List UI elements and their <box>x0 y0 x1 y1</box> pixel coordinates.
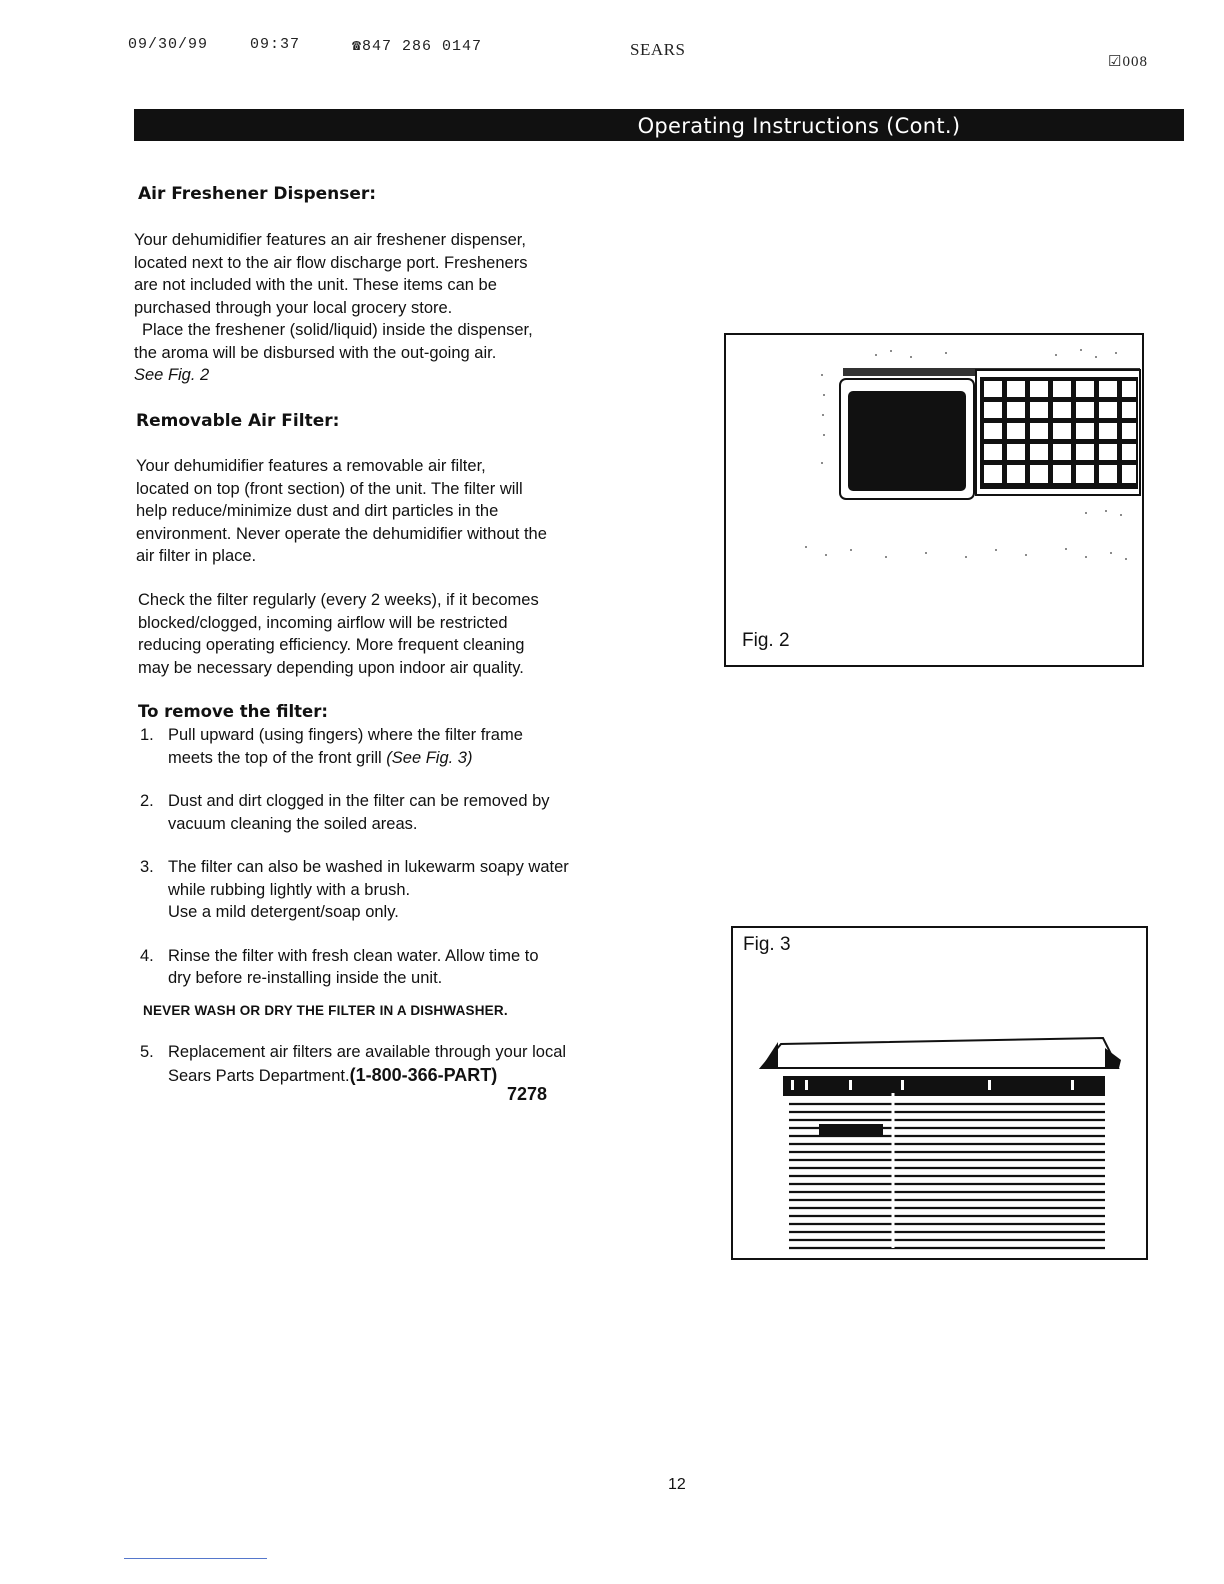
text-line: Your dehumidifier features an air freshener dispenser, <box>134 231 526 249</box>
text-line: dry before re-installing inside the unit. <box>168 969 443 987</box>
text-line: purchased through your local grocery store. <box>134 298 453 317</box>
text-line: Your dehumidifier features a removable air filter, <box>136 457 486 475</box>
fig-3-illustration <box>733 928 1146 1258</box>
text-line: The filter can also be washed in lukewarm soapy water <box>168 858 569 876</box>
parts-phone-number: (1-800-366-PART) <box>349 1064 498 1085</box>
text-line: reducing operating efficiency. More frequent cleaning <box>138 636 525 654</box>
fax-date: 09/30/99 <box>128 36 209 53</box>
figure-2 <box>724 333 1144 667</box>
fax-company: SEARS <box>630 40 686 59</box>
text-fragment: meets the top of the front grill <box>168 748 387 767</box>
dishwasher-warning: NEVER WASH OR DRY THE FILTER IN A DISHWASHER. <box>143 1003 508 1018</box>
text-fragment: Sears Parts Department. <box>168 1066 350 1085</box>
text-line: while rubbing lightly with a brush. <box>168 880 411 899</box>
parts-extension: 7278 <box>507 1084 548 1104</box>
text-line: Replacement air filters are available through your local <box>168 1043 567 1061</box>
list-item <box>138 1041 658 1087</box>
text-line: vacuum cleaning the soiled areas. <box>168 814 418 833</box>
text-line: may be necessary depending upon indoor air quality. <box>138 658 524 677</box>
figure-3 <box>731 926 1148 1260</box>
remove-filter-heading: To remove the filter: <box>138 702 328 721</box>
list-item <box>138 724 658 769</box>
text-line: air filter in place. <box>136 547 257 565</box>
text-line <box>168 1064 658 1088</box>
page-number: 12 <box>668 1476 686 1493</box>
text-line: located on top (front section) of the unit. The filter will <box>136 479 523 498</box>
list-item <box>138 945 658 990</box>
replacement-step <box>138 1041 658 1108</box>
text-line: Dust and dirt clogged in the filter can be removed by <box>168 792 550 810</box>
text-line: Pull upward (using fingers) where the filter frame <box>168 726 523 744</box>
list-item <box>138 790 658 835</box>
see-fig-2-reference: See Fig. 2 <box>134 366 210 384</box>
step-number: 3. <box>140 858 154 876</box>
step-number: 2. <box>140 792 154 810</box>
text-line: Rinse the filter with fresh clean water. Allow time to <box>168 946 539 965</box>
see-fig-3-reference: (See Fig. 3) <box>386 748 473 767</box>
air-filter-paragraph-1 <box>136 455 656 568</box>
text-line: the aroma will be disbursed with the out-going air. <box>134 343 497 362</box>
text-line: Check the filter regularly (every 2 weeks), if it becomes <box>138 591 539 609</box>
fig-2-label: Fig. 2 <box>742 630 790 651</box>
fax-phone: ☎847 286 0147 <box>352 38 483 55</box>
fax-page-number: ☑008 <box>1108 54 1148 70</box>
section-banner <box>134 109 1184 141</box>
text-line: located next to the air flow discharge port. Fresheners <box>134 253 528 272</box>
air-filter-paragraph-2 <box>138 589 658 679</box>
step-number: 5. <box>140 1043 154 1061</box>
footer-line <box>124 1558 267 1559</box>
step-number: 4. <box>140 946 154 965</box>
text-line: are not included with the unit. These items can be <box>134 276 497 294</box>
remove-filter-steps <box>138 724 658 1011</box>
fig-2-illustration <box>726 335 1142 665</box>
text-line: Use a mild detergent/soap only. <box>168 903 399 921</box>
list-item <box>138 856 658 924</box>
fig-3-label: Fig. 3 <box>743 934 791 955</box>
text-line: Place the freshener (solid/liquid) inside the dispenser, <box>142 321 533 339</box>
air-freshener-paragraph <box>134 229 654 387</box>
air-freshener-heading: Air Freshener Dispenser: <box>138 184 377 204</box>
text-line: environment. Never operate the dehumidifier without the <box>136 524 547 543</box>
fax-time: 09:37 <box>250 36 301 53</box>
text-line <box>168 747 658 770</box>
step-number: 1. <box>140 726 154 744</box>
air-filter-heading: Removable Air Filter: <box>136 411 340 431</box>
text-line: help reduce/minimize dust and dirt particles in the <box>136 502 499 520</box>
banner-title: Operating Instructions (Cont.) <box>637 114 961 138</box>
text-line: blocked/clogged, incoming airflow will be restricted <box>138 613 508 632</box>
